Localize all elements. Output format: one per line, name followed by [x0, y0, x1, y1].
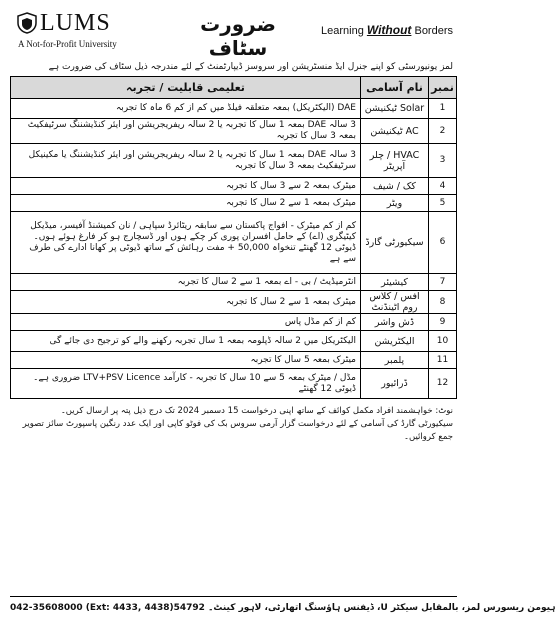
row-post-title: ویٹر	[361, 195, 429, 212]
row-post-title: پلمبر	[361, 352, 429, 369]
table-row	[11, 195, 457, 212]
row-qualification: انٹرمیڈیٹ / بی - اے بمعہ 1 سے 2 سال کا تجربہ	[11, 274, 361, 291]
header-post: نام آسامی	[361, 77, 429, 99]
row-number: 12	[429, 369, 457, 399]
row-number: 8	[429, 291, 457, 314]
table-row	[11, 144, 457, 178]
row-qualification: الیکٹریکل میں 2 سالہ ڈپلومہ بمعہ 1 سال تجربہ رکھنے والے کو ترجیح دی جائے گی	[11, 331, 361, 352]
note-line: سیکیورٹی گارڈ کی آسامی کے لئے درخواست گزار آرمی سروس بک کی فوٹو کاپی اور ایک عدد رنگین پاسپورٹ سائز تصویر جمع کروائیں۔	[22, 419, 453, 442]
row-number: 5	[429, 195, 457, 212]
tagline	[321, 23, 453, 37]
header-number: نمبر	[429, 77, 457, 99]
row-post-title: HVAC / چلر آپریٹر	[361, 144, 429, 178]
row-post-title: ڈرائیور	[361, 369, 429, 399]
row-post-title: کیشیئر	[361, 274, 429, 291]
logo-subtitle: A Not-for-Profit University	[18, 39, 117, 49]
table-row	[11, 314, 457, 331]
row-number: 2	[429, 119, 457, 144]
table-row	[11, 369, 457, 399]
row-number: 4	[429, 178, 457, 195]
page-title: ضرورت سٹاف	[200, 12, 276, 60]
phone-number: 042-35608000 (Ext: 4433, 4438)	[10, 602, 174, 613]
row-post-title: الیکٹریشن	[361, 331, 429, 352]
vacancies-table	[10, 76, 457, 399]
notes	[10, 399, 457, 444]
row-qualification: 3 سالہ DAE بمعہ 1 سال کا تجربہ یا 2 سالہ ریفریجریشن اور ایئر کنڈیشننگ یا مکینیکل سرٹیفکیٹ بمعہ 3 سال کا تجربہ	[11, 144, 361, 178]
table-row	[11, 352, 457, 369]
table-row	[11, 331, 457, 352]
row-post-title: AC ٹیکنیشن	[361, 119, 429, 144]
row-qualification: کم از کم میٹرک - افواج پاکستان سے سابقہ ریٹائرڈ سپاہی / نان کمیشنڈ آفیسر، میڈیکل کیٹیگری (اے) کے حامل افسران پوری کر چکے ہوں اور ڈسچارج ہو کر فارغ ہوئے ہوں۔ ڈیوٹی 12 گھنٹے تنخواہ 50,000 + مفت رہائش کے ساتھ ڈیوٹی پر کھانا ادارے کی طرف سے ہے	[11, 212, 361, 274]
table-row	[11, 274, 457, 291]
table-row	[11, 99, 457, 119]
row-qualification: DAE (الیکٹریکل) بمعہ متعلقہ فیلڈ میں کم از کم 6 ماہ کا تجربہ	[11, 99, 361, 119]
note-line: نوٹ: خواہشمند افراد مکمل کوائف کے ساتھ اپنی درخواست 15 دسمبر 2024 تک درج ذیل پتہ پر ارسال کریں۔	[60, 406, 453, 416]
lums-crest-icon	[16, 12, 38, 34]
row-number: 6	[429, 212, 457, 274]
row-post-title: آفس / کلاس روم اٹینڈنٹ	[361, 291, 429, 314]
logo-text: LUMS	[40, 10, 111, 36]
tagline-after: Borders	[411, 25, 453, 37]
row-number: 3	[429, 144, 457, 178]
row-number: 11	[429, 352, 457, 369]
address: ہیومن ریسورس لمز، بالمقابل سیکٹر U، ڈیفنس ہاؤسنگ اتھارٹی، لاہور کینٹ۔ 54792	[173, 602, 556, 613]
table-row	[11, 178, 457, 195]
row-qualification: میٹرک بمعہ 1 سے 2 سال کا تجربہ	[11, 195, 361, 212]
row-qualification: میٹرک بمعہ 2 سے 3 سال کا تجربہ	[11, 178, 361, 195]
row-number: 1	[429, 99, 457, 119]
intro-text: لمز یونیورسٹی کو اپنے جنرل ایڈ منسٹریشن اور سروسز ڈیپارٹمنٹ کے لئے مندرجہ ذیل سٹاف کی ضرورت ہے	[48, 62, 453, 72]
tagline-before: Learning	[321, 25, 367, 37]
row-number: 10	[429, 331, 457, 352]
footer	[10, 596, 556, 618]
header	[10, 8, 457, 58]
row-qualification: مڈل / میٹرک بمعہ 5 سے 10 سال کا تجربہ - کارآمد LTV+PSV Licence ضروری ہے۔ ڈیوٹی 12 گھنٹے	[11, 369, 361, 399]
row-post-title: ڈش واشر	[361, 314, 429, 331]
row-number: 9	[429, 314, 457, 331]
row-qualification: میٹرک بمعہ 5 سال کا تجربہ	[11, 352, 361, 369]
row-qualification: 3 سالہ DAE بمعہ 1 سال کا تجربہ یا 2 سالہ ریفریجریشن اور ایئر کنڈیشننگ سرٹیفکیٹ بمعہ 3 سال کا تجربہ	[11, 119, 361, 144]
table-row	[11, 212, 457, 274]
header-qualification: تعلیمی قابلیت / تجربہ	[11, 77, 361, 99]
row-post-title: سیکیورٹی گارڈ	[361, 212, 429, 274]
table-header-row	[11, 77, 457, 99]
row-number: 7	[429, 274, 457, 291]
tagline-emphasis: Without	[366, 23, 412, 37]
table-row	[11, 119, 457, 144]
row-post-title: کک / شیف	[361, 178, 429, 195]
row-qualification: میٹرک بمعہ 1 سے 2 سال کا تجربہ	[11, 291, 361, 314]
row-post-title: Solar ٹیکنیشن	[361, 99, 429, 119]
table-row	[11, 291, 457, 314]
row-qualification: کم از کم مڈل پاس	[11, 314, 361, 331]
